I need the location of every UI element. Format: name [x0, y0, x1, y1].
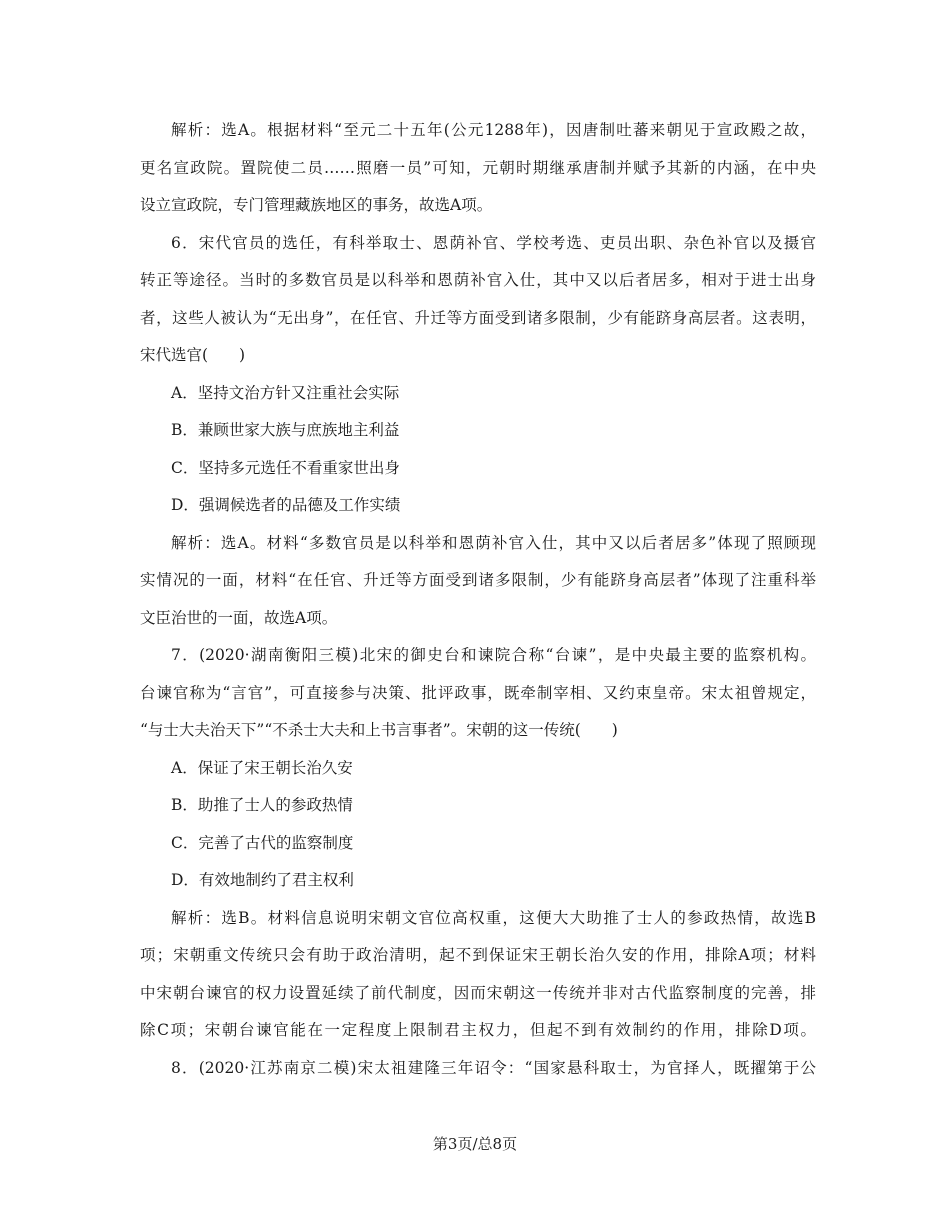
paragraph-line: 宋代选官( ): [140, 346, 246, 364]
question-7-stem: 7．(2020·湖南衡阳三模)北宋的御史台和谏院合称“台谏”，是中央最主要的监察机构。: [171, 646, 816, 664]
page-footer: 第3页/总8页: [432, 1135, 518, 1153]
paragraph-line: 实情况的一面，材料“在任官、升迁等方面受到诸多限制，少有能跻身高层者”体现了注重科举: [140, 571, 816, 589]
question-8-stem: 8．(2020·江苏南京二模)宋太祖建隆三年诏令：“国家悬科取士，为官择人，既擢第于公: [171, 1058, 816, 1077]
paragraph-line: 中宋朝台谏官的权力设置延续了前代制度，因而宋朝这一传统并非对古代监察制度的完善，排: [140, 983, 816, 1002]
option-a: A．保证了宋王朝长治久安: [171, 758, 353, 777]
paragraph-line: 转正等途径。当时的多数官员是以科举和恩荫补官入仕，其中又以后者居多，相对于进士出身: [140, 271, 816, 289]
option-b: B．兼顾世家大族与庶族地主利益: [171, 421, 400, 439]
paragraph-line: 除C项；宋朝台谏官能在一定程度上限制君主权力，但起不到有效制约的作用，排除D项。: [140, 1021, 816, 1039]
analysis-7: 解析：选B。材料信息说明宋朝文官位高权重，这便大大助推了士人的参政热情，故选B: [171, 908, 816, 927]
paragraph-line: 设立宣政院，专门管理藏族地区的事务，故选A项。: [140, 196, 493, 214]
option-a: A．坚持文治方针又注重社会实际: [171, 383, 400, 402]
option-b: B．助推了士人的参政热情: [171, 796, 353, 814]
paragraph-line: 文臣治世的一面，故选A项。: [140, 608, 338, 627]
analysis-6: 解析：选A。材料“多数官员是以科举和恩荫补官入仕，其中又以后者居多”体现了照顾现: [171, 533, 816, 552]
option-d: D．强调候选者的品德及工作实绩: [171, 496, 401, 514]
paragraph-line: 者，这些人被认为“无出身”，在任官、升迁等方面受到诸多限制，少有能跻身高层者。这表明，: [140, 308, 816, 327]
paragraph-line: 项；宋朝重文传统只会有助于政治清明，起不到保证宋王朝长治久安的作用，排除A项；材料: [140, 946, 816, 964]
option-c: C．坚持多元选任不看重家世出身: [171, 458, 400, 477]
paragraph-line: 更名宣政院。置院使二员……照磨一员”可知，元朝时期继承唐制并赋予其新的内涵，在中央: [140, 158, 816, 177]
document-body: [140, 112, 816, 1087]
paragraph-line: 解析：选A。根据材料“至元二十五年(公元1288年)，因唐制吐蕃来朝见于宣政殿之故，: [171, 121, 816, 139]
option-d: D．有效地制约了君主权利: [171, 871, 354, 889]
paragraph-line: “与士大夫治天下”“不杀士大夫和上书言事者”。宋朝的这一传统( ): [140, 721, 618, 739]
question-6-stem: 6．宋代官员的选任，有科举取士、恩荫补官、学校考选、吏员出职、杂色补官以及摄官: [171, 233, 816, 252]
paragraph-line: 台谏官称为“言官”，可直接参与决策、批评政事，既牵制宰相、又约束皇帝。宋太祖曾规定，: [140, 683, 816, 702]
option-c: C．完善了古代的监察制度: [171, 833, 354, 852]
